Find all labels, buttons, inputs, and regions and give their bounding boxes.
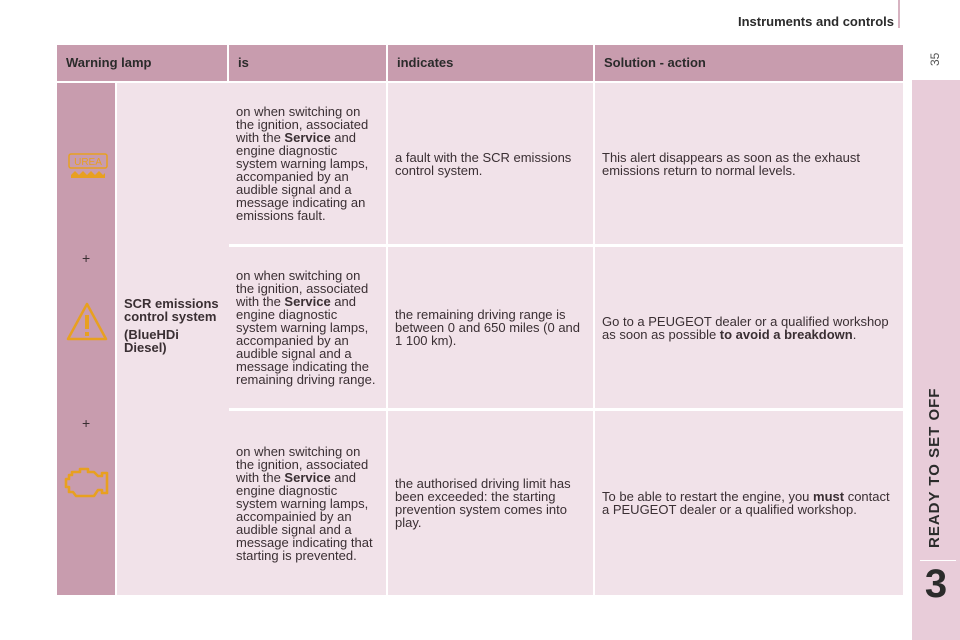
row-2-is-cell: on when switching on the ignition, associated with the Service and engine diagnostic system warning lamps, accompanied by an audible signal and a message indicating the remaining driving range.	[229, 247, 386, 408]
warning-triangle-icon	[65, 301, 109, 348]
plus-sign: +	[82, 415, 91, 431]
row-3-indicates-cell: the authorised driving limit has been exceeded: the starting prevention system comes into play.	[388, 411, 593, 595]
urea-warning-icon	[68, 153, 108, 184]
system-name-block	[124, 297, 224, 359]
svg-text:UREA: UREA	[74, 157, 102, 168]
row-3-solution-cell: To be able to restart the engine, you must contact a PEUGEOT dealer or a qualified workshop.	[595, 411, 903, 595]
page-header-title: Instruments and controls	[737, 14, 894, 29]
row-3-is-cell: on when switching on the ignition, associated with the Service and engine diagnostic system warning lamps, accompainied by an audible signal and a message indicating that starting is prevented.	[229, 411, 386, 595]
row-1-is-cell: on when switching on the ignition, associated with the Service and engine diagnostic system warning lamps, accompanied by an audible signal and a message indicating an emissions fault.	[229, 83, 386, 244]
column-header-warning-lamp: Warning lamp	[57, 45, 227, 81]
row-2-solution-cell: Go to a PEUGEOT dealer or a qualified workshop as soon as possible to avoid a breakdown.	[595, 247, 903, 408]
warning-lamp-table	[57, 45, 903, 595]
column-header-indicates: indicates	[388, 45, 593, 81]
row-1-solution-cell: This alert disappears as soon as the exhaust emissions return to normal levels.	[595, 83, 903, 244]
header-divider	[898, 0, 900, 28]
row-1-indicates-cell: a fault with the SCR emissions control system.	[388, 83, 593, 244]
chapter-number: 3	[924, 562, 948, 606]
row-2-indicates-cell: the remaining driving range is between 0 and 650 miles (0 and 1 100 km).	[388, 247, 593, 408]
system-subtitle: (BlueHDi Diesel)	[124, 327, 179, 355]
column-header-solution: Solution - action	[595, 45, 903, 81]
column-header-is: is	[229, 45, 386, 81]
engine-warning-icon	[64, 465, 110, 506]
plus-sign: +	[82, 250, 91, 266]
chapter-side-label: READY TO SET OFF	[926, 387, 943, 548]
page-number: 35	[928, 52, 942, 66]
system-name: SCR emissions control system	[124, 296, 219, 324]
